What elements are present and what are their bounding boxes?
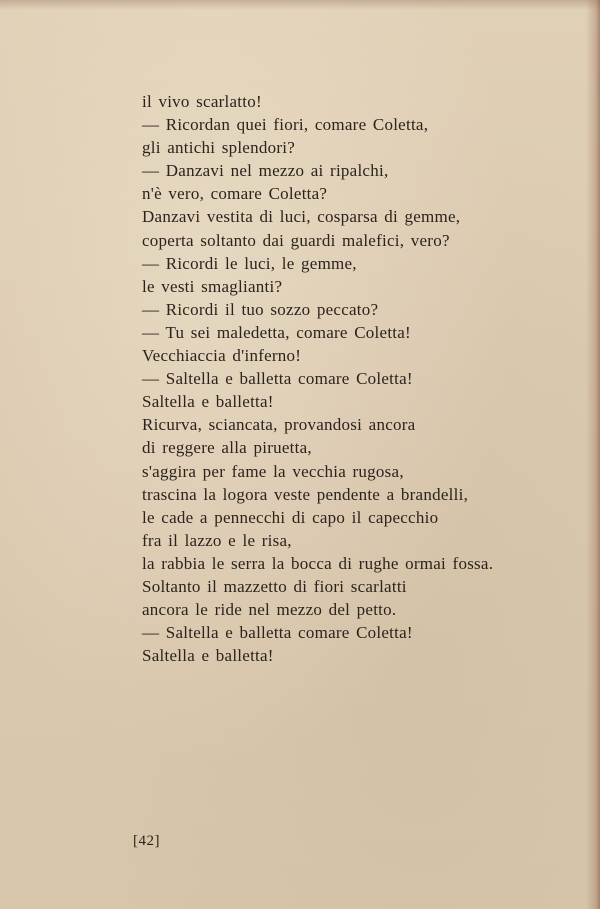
page-top-shadow [0, 0, 600, 10]
poem-line: di reggere alla piruetta, [142, 438, 312, 458]
poem-line: Vecchiaccia d'inferno! [142, 346, 302, 366]
poem-line: — Ricordan quei fiori, comare Coletta, [142, 115, 429, 135]
poem-line: gli antichi splendori? [142, 138, 296, 158]
poem-line: n'è vero, comare Coletta? [142, 184, 328, 204]
poem-line: trascina la logora veste pendente a brandelli, [142, 484, 469, 504]
poem-line: — Saltella e balletta comare Coletta! [142, 623, 413, 643]
poem-line: la rabbia le serra la bocca di rughe ormai fossa. [142, 553, 494, 573]
poem-line: le vesti smaglianti? [142, 276, 283, 296]
poem-line: — Ricordi le luci, le gemme, [142, 253, 357, 273]
poem-line: ancora le ride nel mezzo del petto. [142, 600, 397, 620]
poem-line: — Tu sei maledetta, comare Coletta! [142, 322, 411, 342]
page-number: [42] [133, 833, 160, 849]
page-right-edge [586, 0, 600, 909]
poem-line: — Saltella e balletta comare Coletta! [142, 369, 413, 389]
poem-line: fra il lazzo e le risa, [142, 530, 292, 550]
poem-text [142, 90, 582, 667]
poem-line: coperta soltanto dai guardi malefici, vero? [142, 230, 450, 250]
poem-line: Saltella e balletta! [142, 646, 274, 666]
poem-line: — Ricordi il tuo sozzo peccato? [142, 299, 379, 319]
poem-line: — Danzavi nel mezzo ai ripalchi, [142, 161, 389, 181]
poem-line: il vivo scarlatto! [142, 92, 262, 111]
poem-line: Ricurva, sciancata, provandosi ancora [142, 415, 416, 435]
poem-line: s'aggira per fame la vecchia rugosa, [142, 461, 404, 481]
poem-line: Soltanto il mazzetto di fiori scarlatti [142, 576, 407, 596]
poem-line: le cade a pennecchi di capo il capecchio [142, 507, 439, 527]
poem-line: Danzavi vestita di luci, cosparsa di gemme, [142, 207, 461, 227]
poem-line: Saltella e balletta! [142, 392, 274, 412]
